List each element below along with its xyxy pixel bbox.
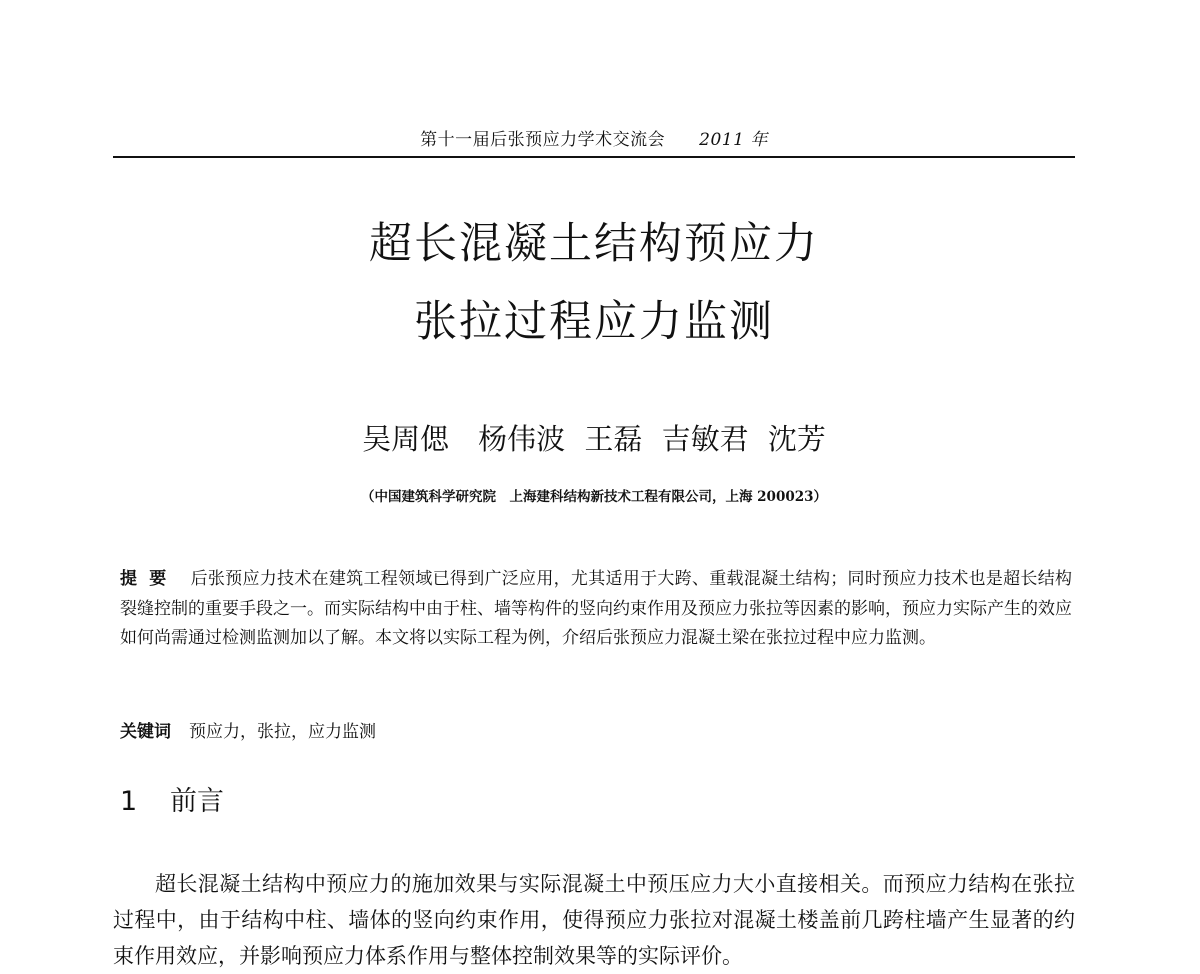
body-paragraph: 超长混凝土结构中预应力的施加效果与实际混凝土中预压应力大小直接相关。而预应力结构在张拉过程中，由于结构中柱、墙体的竖向约束作用，使得预应力张拉对混凝土楼盖前几跨柱墙产生显著的约束作用效应，并影响预应力体系作用与整体控制效果等的实际评价。 — [113, 872, 1075, 968]
header-rule — [113, 156, 1075, 158]
running-header — [113, 127, 1075, 153]
abstract-label: 提要 — [120, 569, 179, 589]
paper-title-line-1: 超长混凝土结构预应力 — [369, 219, 819, 269]
author-list: 吴周偲 杨伟波 王磊 吉敏君 沈芳 — [362, 422, 826, 456]
section-number: 1 — [120, 786, 138, 817]
keywords-label: 关键词 — [120, 722, 171, 742]
abstract-text: 后张预应力技术在建筑工程领域已得到广泛应用，尤其适用于大跨、重载混凝土结构；同时预应力技术也是超长结构裂缝控制的重要手段之一。而实际结构中由于柱、墙等构件的竖向约束作用及预应力张拉等因素的影响，预应力实际产生的效应如何尚需通过检测监测加以了解。本文将以实际工程为例，介绍后张预应力混凝土梁在张拉过程中应力监测。 — [120, 569, 1072, 648]
abstract — [120, 565, 1072, 654]
keywords — [120, 719, 1072, 745]
conference-name: 第十一届后张预应力学术交流会 — [420, 130, 666, 150]
paper-title-line-2: 张拉过程应力监测 — [414, 297, 774, 347]
keywords-text: 预应力，张拉，应力监测 — [189, 722, 376, 742]
affiliation: （中国建筑科学研究院 上海建科结构新技术工程有限公司，上海 200023） — [360, 489, 828, 505]
section-title: 前言 — [170, 786, 224, 817]
conference-year: 2011 年 — [699, 130, 768, 150]
section-heading — [120, 782, 224, 822]
